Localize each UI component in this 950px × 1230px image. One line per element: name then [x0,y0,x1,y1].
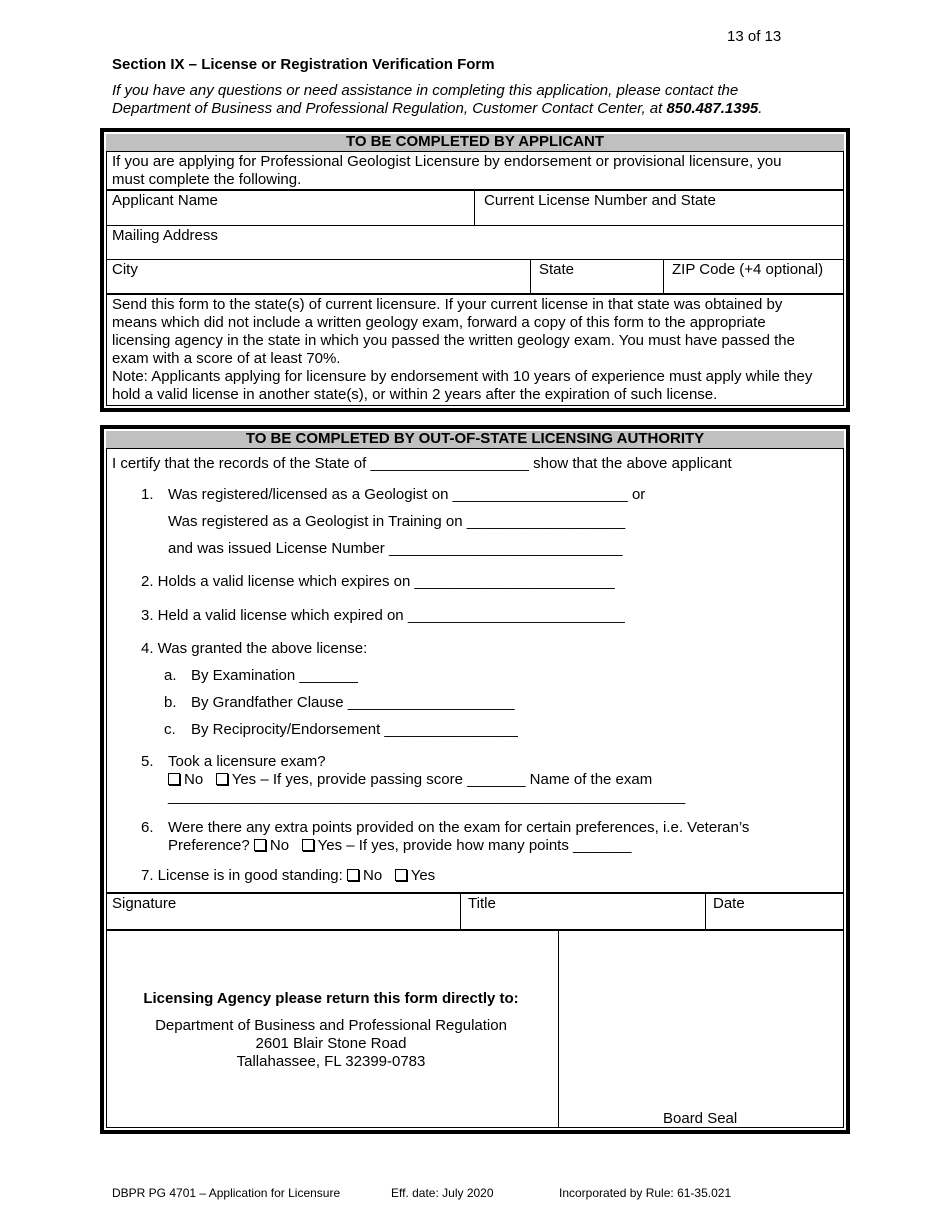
contact-phone: 850.487.1395 [666,100,759,117]
title-field[interactable]: Title [468,895,496,912]
intro-text [112,82,762,118]
return-address-line-2: 2601 Blair Stone Road [255,1035,407,1052]
divider [106,929,844,931]
divider [106,225,844,226]
item-1-number: 1. [141,486,154,503]
footer-form-id: DBPR PG 4701 – Application for Licensure [112,1186,341,1200]
send-line: hold a valid license in another state(s), or within 2 years after the expiration of such license. [112,386,718,403]
item-5-options [168,771,652,789]
divider [558,930,559,1128]
item-6a: Were there any extra points provided on the exam for certain preferences, i.e. Veteran’s [168,819,750,836]
points-no-checkbox[interactable] [254,839,266,851]
section-title: Section IX – License or Registration Verification Form [112,56,495,73]
applicant-name-field[interactable]: Applicant Name [112,192,218,209]
applicant-box-header: TO BE COMPLETED BY APPLICANT [106,134,844,152]
divider [474,190,475,225]
send-line: exam with a score of at least 70%. [112,350,341,367]
divider [663,259,664,293]
divider [106,259,844,260]
send-instructions [112,296,844,404]
item-2: 2. Holds a valid license which expires on ________________________ [141,573,615,590]
divider [106,293,844,295]
state-field[interactable]: State [539,261,575,278]
divider [530,259,531,293]
item-4c-letter: c. [164,721,176,738]
send-line: means which did not include a written geology exam, forward a copy of this form to the appropriate [112,314,766,331]
item-6-number: 6. [141,819,154,836]
applicant-instruction [112,153,842,189]
footer-eff-date: Eff. date: July 2020 [391,1186,494,1200]
board-seal-label: Board Seal [663,1110,738,1127]
exam-yes-label: Yes – If yes, provide passing score _______ Name of the exam [231,771,653,788]
item-4a-letter: a. [164,667,177,684]
exam-name-line: ______________________________________________________________ [168,788,686,805]
return-address-line-1: Department of Business and Professional Regulation [155,1017,507,1034]
item-6b-prefix: Preference? [168,837,250,854]
intro-line-2-text: Department of Business and Professional Regulation, Customer Contact Center, at [112,100,667,117]
item-7 [141,867,435,885]
page-number: 13 of 13 [727,28,782,45]
points-no-label: No [269,837,290,854]
send-line: Send this form to the state(s) of current licensure. If your current license in that state was obtained by [112,296,783,313]
applicant-instruction-line-2: must complete the following. [112,171,302,188]
authority-box-header: TO BE COMPLETED BY OUT-OF-STATE LICENSING AUTHORITY [106,431,844,449]
item-4: 4. Was granted the above license: [141,640,368,657]
good-standing-no-checkbox[interactable] [347,869,359,881]
zip-field[interactable]: ZIP Code (+4 optional) [672,261,824,278]
points-yes-label: Yes – If yes, provide how many points _______ [317,837,632,854]
item-3: 3. Held a valid license which expired on __________________________ [141,607,625,624]
divider [106,189,844,191]
certify-statement: I certify that the records of the State of ___________________ show that the above applicant [112,455,732,472]
item-4a: By Examination _______ [191,667,358,684]
points-yes-checkbox[interactable] [302,839,314,851]
footer-rule: Incorporated by Rule: 61-35.021 [559,1186,732,1200]
exam-yes-checkbox[interactable] [216,773,228,785]
intro-line-1: If you have any questions or need assistance in completing this application, please contact the [112,82,739,99]
divider [106,892,844,894]
item-4b-letter: b. [164,694,177,711]
signature-field[interactable]: Signature [112,895,177,912]
divider [705,893,706,929]
good-standing-yes-checkbox[interactable] [395,869,407,881]
good-standing-no-label: No [362,867,383,884]
good-standing-yes-label: Yes [410,867,436,884]
item-1b: Was registered as a Geologist in Training on ___________________ [168,513,626,530]
divider [460,893,461,929]
intro-line-2 [112,100,762,118]
date-field[interactable]: Date [713,895,745,912]
applicant-instruction-line-1: If you are applying for Professional Geologist Licensure by endorsement or provisional licensure, you [112,153,782,170]
item-6b [168,837,631,855]
item-4b: By Grandfather Clause ____________________ [191,694,515,711]
exam-no-checkbox[interactable] [168,773,180,785]
send-line: Note: Applicants applying for licensure by endorsement with 10 years of experience must apply while they [112,368,813,385]
item-5: Took a licensure exam? [168,753,326,770]
item-7-prefix: 7. License is in good standing: [141,867,343,884]
return-address-line-3: Tallahassee, FL 32399-0783 [236,1053,426,1070]
item-5-number: 5. [141,753,154,770]
intro-line-2-end: . [758,100,763,117]
item-1a: Was registered/licensed as a Geologist on _____________________ or [168,486,646,503]
item-4c: By Reciprocity/Endorsement ________________ [191,721,518,738]
return-heading: Licensing Agency please return this form directly to: [143,990,519,1007]
item-1c: and was issued License Number ____________________________ [168,540,623,557]
send-line: licensing agency in the state in which you passed the written geology exam. You must have passed the [112,332,795,349]
city-field[interactable]: City [112,261,138,278]
mailing-address-field[interactable]: Mailing Address [112,227,218,244]
exam-no-label: No [184,771,204,788]
current-license-field[interactable]: Current License Number and State [484,192,716,209]
